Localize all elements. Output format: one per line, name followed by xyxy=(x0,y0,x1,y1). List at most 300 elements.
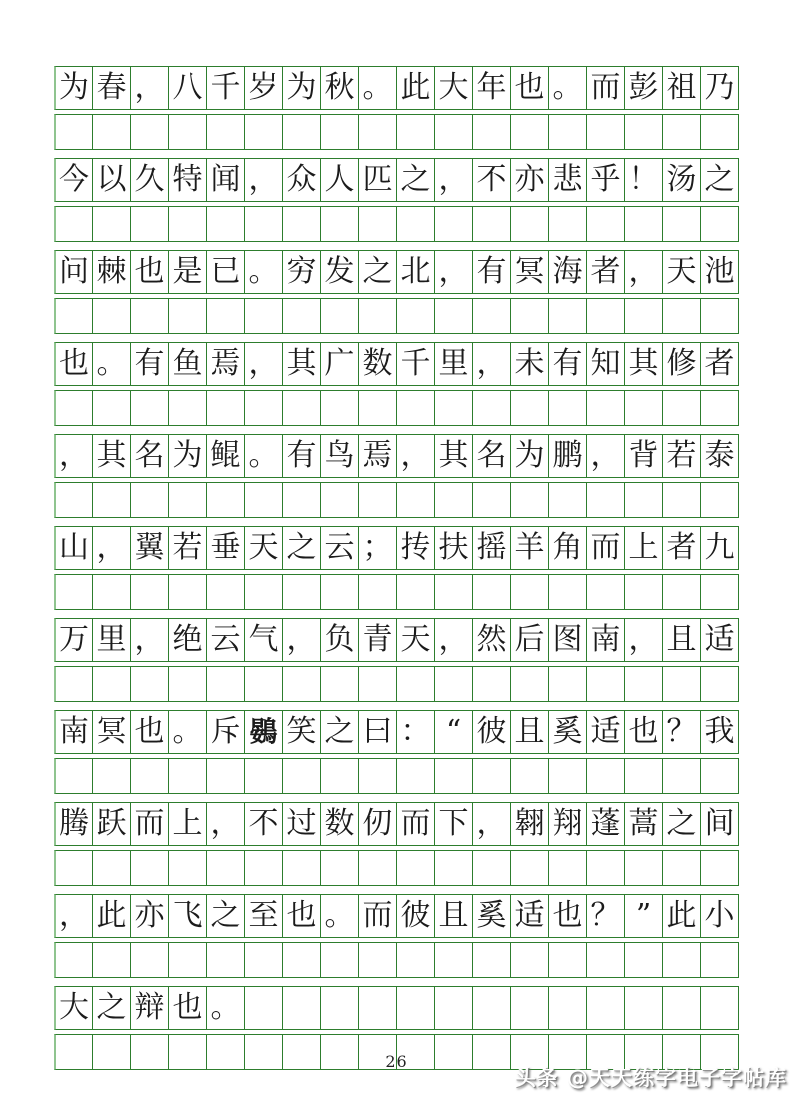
grid-cell-practice xyxy=(624,298,663,334)
grid-cell-written: ， xyxy=(624,618,663,662)
grid-cell-written: ， xyxy=(206,802,245,846)
grid-cell-written: 此 xyxy=(92,894,131,938)
grid-cell-written: 未 xyxy=(510,342,549,386)
grid-cell-practice xyxy=(472,942,511,978)
grid-cell-practice xyxy=(472,390,511,426)
grid-cell-written: 之 xyxy=(396,158,435,202)
grid-cell-written: 者 xyxy=(662,526,701,570)
grid-cell-written: 万 xyxy=(54,618,93,662)
grid-cell-practice xyxy=(700,574,739,610)
grid-cell-written: 间 xyxy=(700,802,739,846)
grid-cell-written: 南 xyxy=(54,710,93,754)
grid-cell-practice xyxy=(472,574,511,610)
grid-cell-practice xyxy=(282,390,321,426)
grid-cell-practice xyxy=(130,758,169,794)
grid-cell-written: 发 xyxy=(320,250,359,294)
grid-cell-practice xyxy=(282,758,321,794)
grid-cell-written: ， xyxy=(472,802,511,846)
grid-cell-practice xyxy=(130,942,169,978)
grid-cell-practice xyxy=(358,666,397,702)
grid-cell-practice xyxy=(396,758,435,794)
grid-cell-practice xyxy=(434,114,473,150)
grid-cell-practice xyxy=(662,666,701,702)
watermark: 头条 @天天练字电子字帖库 xyxy=(514,1066,787,1090)
written-row-5 xyxy=(54,434,741,478)
grid-cell-written xyxy=(320,986,359,1030)
grid-cell-practice xyxy=(168,298,207,334)
grid-cell-practice xyxy=(700,942,739,978)
grid-cell-written: 者 xyxy=(586,250,625,294)
written-row-7 xyxy=(54,618,741,662)
grid-cell-practice xyxy=(130,114,169,150)
grid-cell-written: 也 xyxy=(168,986,207,1030)
grid-cell-written: 者 xyxy=(700,342,739,386)
written-row-2 xyxy=(54,158,741,202)
grid-cell-written: ， xyxy=(624,250,663,294)
grid-cell-practice xyxy=(54,114,93,150)
grid-cell-practice xyxy=(472,298,511,334)
grid-cell-written: 而 xyxy=(130,802,169,846)
grid-cell-written: 久 xyxy=(130,158,169,202)
grid-cell-practice xyxy=(54,574,93,610)
grid-cell-written: 千 xyxy=(396,342,435,386)
grid-cell-written xyxy=(624,986,663,1030)
grid-cell-practice xyxy=(92,390,131,426)
grid-cell-practice xyxy=(168,942,207,978)
grid-cell-written: 羊 xyxy=(510,526,549,570)
grid-cell-written: 天 xyxy=(662,250,701,294)
grid-cell-written: 而 xyxy=(586,66,625,110)
practice-row-6 xyxy=(54,574,741,610)
grid-cell-written: 里 xyxy=(434,342,473,386)
grid-cell-written: ， xyxy=(434,618,473,662)
grid-cell-practice xyxy=(548,482,587,518)
grid-cell-practice xyxy=(434,942,473,978)
grid-cell-written: 数 xyxy=(320,802,359,846)
grid-cell-written: 已 xyxy=(206,250,245,294)
grid-cell-practice xyxy=(434,298,473,334)
practice-row-7 xyxy=(54,666,741,702)
grid-cell-written xyxy=(548,986,587,1030)
grid-cell-practice xyxy=(320,758,359,794)
grid-cell-practice xyxy=(130,850,169,886)
grid-cell-practice xyxy=(586,666,625,702)
grid-cell-written xyxy=(358,986,397,1030)
grid-cell-practice xyxy=(662,850,701,886)
grid-cell-written: 也 xyxy=(510,66,549,110)
grid-cell-practice xyxy=(662,206,701,242)
grid-cell-written: 其 xyxy=(624,342,663,386)
grid-cell-practice xyxy=(510,114,549,150)
grid-cell-written: 此 xyxy=(396,66,435,110)
grid-cell-written: 。 xyxy=(244,434,283,478)
grid-cell-written: ， xyxy=(396,434,435,478)
practice-row-10 xyxy=(54,942,741,978)
grid-cell-written: 之 xyxy=(662,802,701,846)
grid-cell-practice xyxy=(586,390,625,426)
grid-cell-practice xyxy=(624,114,663,150)
grid-cell-written: ， xyxy=(244,342,283,386)
grid-cell-written: 鱼 xyxy=(168,342,207,386)
grid-cell-practice xyxy=(586,850,625,886)
grid-cell-written: 之 xyxy=(282,526,321,570)
grid-cell-practice xyxy=(54,758,93,794)
grid-cell-practice xyxy=(358,298,397,334)
grid-cell-written: ！ xyxy=(624,158,663,202)
grid-cell-written: 且 xyxy=(510,710,549,754)
grid-cell-written: 鸟 xyxy=(320,434,359,478)
grid-cell-written: 翱 xyxy=(510,802,549,846)
grid-cell-written: 适 xyxy=(586,710,625,754)
practice-row-2 xyxy=(54,206,741,242)
grid-cell-written: 八 xyxy=(168,66,207,110)
grid-cell-practice xyxy=(168,390,207,426)
grid-cell-practice xyxy=(130,206,169,242)
grid-cell-written: 也 xyxy=(130,710,169,754)
grid-cell-written: 其 xyxy=(434,434,473,478)
grid-cell-practice xyxy=(472,114,511,150)
grid-cell-practice xyxy=(434,482,473,518)
grid-cell-practice xyxy=(510,850,549,886)
grid-cell-practice xyxy=(92,666,131,702)
grid-cell-written: 之 xyxy=(320,710,359,754)
grid-cell-practice xyxy=(244,942,283,978)
grid-cell-practice xyxy=(320,850,359,886)
grid-cell-practice xyxy=(586,298,625,334)
grid-cell-practice xyxy=(510,574,549,610)
grid-cell-practice xyxy=(168,666,207,702)
grid-cell-practice xyxy=(358,574,397,610)
grid-cell-practice xyxy=(586,114,625,150)
grid-cell-practice xyxy=(92,114,131,150)
grid-cell-practice xyxy=(396,666,435,702)
grid-cell-practice xyxy=(662,114,701,150)
grid-cell-written: 奚 xyxy=(548,710,587,754)
grid-cell-written: 若 xyxy=(662,434,701,478)
grid-cell-written: 垂 xyxy=(206,526,245,570)
grid-cell-practice xyxy=(510,206,549,242)
grid-cell-written: 也 xyxy=(624,710,663,754)
grid-cell-written: 斥 xyxy=(206,710,245,754)
character-grid xyxy=(54,66,741,1078)
grid-cell-written: 上 xyxy=(624,526,663,570)
grid-cell-written: 有 xyxy=(282,434,321,478)
grid-cell-practice xyxy=(92,482,131,518)
grid-cell-written: 而 xyxy=(586,526,625,570)
written-row-1 xyxy=(54,66,741,110)
grid-cell-practice xyxy=(244,114,283,150)
grid-cell-written: 秋 xyxy=(320,66,359,110)
grid-cell-practice xyxy=(396,390,435,426)
grid-cell-written: 其 xyxy=(282,342,321,386)
grid-cell-practice xyxy=(510,942,549,978)
grid-cell-practice xyxy=(130,482,169,518)
grid-cell-practice xyxy=(358,482,397,518)
grid-cell-practice xyxy=(434,390,473,426)
grid-cell-practice xyxy=(168,574,207,610)
grid-cell-practice xyxy=(54,298,93,334)
grid-cell-written: 之 xyxy=(206,894,245,938)
grid-cell-practice xyxy=(54,850,93,886)
grid-cell-practice xyxy=(54,666,93,702)
grid-cell-practice xyxy=(700,666,739,702)
practice-row-9 xyxy=(54,850,741,886)
grid-cell-written: 而 xyxy=(396,802,435,846)
grid-cell-written xyxy=(282,986,321,1030)
grid-cell-written: 小 xyxy=(700,894,739,938)
written-row-6 xyxy=(54,526,741,570)
grid-cell-written: 池 xyxy=(700,250,739,294)
grid-cell-practice xyxy=(320,114,359,150)
grid-cell-written xyxy=(472,986,511,1030)
grid-cell-practice xyxy=(548,574,587,610)
grid-cell-written: 彭 xyxy=(624,66,663,110)
grid-cell-practice xyxy=(472,206,511,242)
practice-row-5 xyxy=(54,482,741,518)
grid-cell-written: 九 xyxy=(700,526,739,570)
grid-cell-practice xyxy=(586,942,625,978)
grid-cell-written: 为 xyxy=(510,434,549,478)
grid-cell-written: 。 xyxy=(168,710,207,754)
grid-cell-written: 也 xyxy=(54,342,93,386)
grid-cell-practice xyxy=(358,206,397,242)
grid-cell-written: 千 xyxy=(206,66,245,110)
grid-cell-practice xyxy=(206,666,245,702)
grid-cell-written: 今 xyxy=(54,158,93,202)
grid-cell-practice xyxy=(396,114,435,150)
grid-cell-practice xyxy=(624,482,663,518)
grid-cell-practice xyxy=(320,390,359,426)
grid-cell-practice xyxy=(320,206,359,242)
grid-cell-practice xyxy=(320,666,359,702)
grid-cell-practice xyxy=(396,298,435,334)
grid-cell-practice xyxy=(548,114,587,150)
grid-cell-practice xyxy=(54,482,93,518)
grid-cell-written: 腾 xyxy=(54,802,93,846)
grid-cell-practice xyxy=(396,206,435,242)
grid-cell-practice xyxy=(168,758,207,794)
grid-cell-written: 跃 xyxy=(92,802,131,846)
grid-cell-written: 为 xyxy=(282,66,321,110)
grid-cell-practice xyxy=(168,114,207,150)
grid-cell-practice xyxy=(472,482,511,518)
grid-cell-written: 若 xyxy=(168,526,207,570)
grid-cell-written: 青 xyxy=(358,618,397,662)
grid-cell-written: 。 xyxy=(206,986,245,1030)
grid-cell-practice xyxy=(206,390,245,426)
grid-cell-practice xyxy=(624,942,663,978)
grid-cell-practice xyxy=(548,298,587,334)
grid-cell-practice xyxy=(472,666,511,702)
grid-cell-practice xyxy=(54,942,93,978)
written-row-10 xyxy=(54,894,741,938)
grid-cell-practice xyxy=(358,390,397,426)
grid-cell-practice xyxy=(662,482,701,518)
grid-cell-written: ， xyxy=(130,618,169,662)
grid-cell-practice xyxy=(624,574,663,610)
grid-cell-written: 焉 xyxy=(206,342,245,386)
grid-cell-practice xyxy=(624,850,663,886)
grid-cell-written: 我 xyxy=(700,710,739,754)
grid-cell-written: 适 xyxy=(700,618,739,662)
grid-cell-written: 角 xyxy=(548,526,587,570)
grid-cell-practice xyxy=(282,206,321,242)
grid-cell-written: ， xyxy=(282,618,321,662)
grid-cell-practice xyxy=(92,942,131,978)
grid-cell-written xyxy=(510,986,549,1030)
grid-cell-practice xyxy=(510,666,549,702)
grid-cell-practice xyxy=(282,574,321,610)
grid-cell-written: 名 xyxy=(130,434,169,478)
grid-cell-written: 以 xyxy=(92,158,131,202)
grid-cell-written: 祖 xyxy=(662,66,701,110)
grid-cell-practice xyxy=(700,758,739,794)
grid-cell-written: 。 xyxy=(548,66,587,110)
grid-cell-practice xyxy=(244,666,283,702)
grid-cell-practice xyxy=(206,114,245,150)
grid-cell-written xyxy=(396,986,435,1030)
grid-cell-practice xyxy=(396,482,435,518)
grid-cell-practice xyxy=(206,574,245,610)
grid-cell-written: 是 xyxy=(168,250,207,294)
grid-cell-written: 过 xyxy=(282,802,321,846)
grid-cell-written: 后 xyxy=(510,618,549,662)
grid-cell-practice xyxy=(244,482,283,518)
grid-cell-practice xyxy=(282,942,321,978)
grid-cell-practice xyxy=(282,114,321,150)
grid-cell-practice xyxy=(206,298,245,334)
practice-row-1 xyxy=(54,114,741,150)
written-row-11 xyxy=(54,986,741,1030)
grid-cell-practice xyxy=(282,298,321,334)
grid-cell-practice xyxy=(624,390,663,426)
grid-cell-written: 翔 xyxy=(548,802,587,846)
grid-cell-written: ， xyxy=(434,158,473,202)
grid-cell-written: ， xyxy=(54,894,93,938)
written-row-4 xyxy=(54,342,741,386)
grid-cell-practice xyxy=(624,666,663,702)
practice-row-8 xyxy=(54,758,741,794)
grid-cell-practice xyxy=(662,758,701,794)
grid-cell-practice xyxy=(510,758,549,794)
grid-cell-practice xyxy=(244,758,283,794)
grid-cell-practice xyxy=(358,850,397,886)
grid-cell-practice xyxy=(244,850,283,886)
grid-cell-practice xyxy=(244,390,283,426)
grid-cell-practice xyxy=(586,574,625,610)
grid-cell-written: 广 xyxy=(320,342,359,386)
grid-cell-written: 有 xyxy=(130,342,169,386)
grid-cell-written: 绝 xyxy=(168,618,207,662)
grid-cell-practice xyxy=(586,482,625,518)
grid-cell-written: 辩 xyxy=(130,986,169,1030)
grid-cell-practice xyxy=(662,942,701,978)
grid-cell-written: 鷃 xyxy=(244,710,283,754)
grid-cell-practice xyxy=(130,574,169,610)
grid-cell-practice xyxy=(434,758,473,794)
grid-cell-written xyxy=(700,986,739,1030)
grid-cell-written: 有 xyxy=(472,250,511,294)
grid-cell-written: 修 xyxy=(662,342,701,386)
grid-cell-practice xyxy=(700,850,739,886)
grid-cell-practice xyxy=(548,206,587,242)
grid-cell-written: 之 xyxy=(700,158,739,202)
grid-cell-practice xyxy=(206,942,245,978)
grid-cell-written: 仞 xyxy=(358,802,397,846)
grid-cell-written: ， xyxy=(586,434,625,478)
grid-cell-written: 棘 xyxy=(92,250,131,294)
grid-cell-written: 乃 xyxy=(700,66,739,110)
grid-cell-practice xyxy=(662,298,701,334)
grid-cell-practice xyxy=(700,114,739,150)
grid-cell-written: 也 xyxy=(548,894,587,938)
grid-cell-written: ， xyxy=(130,66,169,110)
grid-cell-practice xyxy=(472,758,511,794)
grid-cell-written: 翼 xyxy=(130,526,169,570)
grid-cell-practice xyxy=(206,206,245,242)
grid-cell-written: 闻 xyxy=(206,158,245,202)
grid-cell-written: 也 xyxy=(130,250,169,294)
grid-cell-practice xyxy=(700,298,739,334)
grid-cell-written xyxy=(244,986,283,1030)
grid-cell-written: 飞 xyxy=(168,894,207,938)
grid-cell-written: 。 xyxy=(320,894,359,938)
grid-cell-written: 焉 xyxy=(358,434,397,478)
grid-cell-written: 奚 xyxy=(472,894,511,938)
grid-cell-written: 悲 xyxy=(548,158,587,202)
grid-cell-written: 负 xyxy=(320,618,359,662)
grid-cell-practice xyxy=(358,114,397,150)
grid-cell-written: 北 xyxy=(396,250,435,294)
grid-cell-practice xyxy=(206,758,245,794)
grid-cell-written: 大 xyxy=(434,66,473,110)
grid-cell-written: 岁 xyxy=(244,66,283,110)
grid-cell-practice xyxy=(244,298,283,334)
grid-cell-written: ？ xyxy=(586,894,625,938)
grid-cell-practice xyxy=(700,390,739,426)
grid-cell-practice xyxy=(92,298,131,334)
grid-cell-written: 亦 xyxy=(130,894,169,938)
grid-cell-written: 扶 xyxy=(434,526,473,570)
grid-cell-written: 而 xyxy=(358,894,397,938)
grid-cell-practice xyxy=(168,482,207,518)
grid-cell-written: 上 xyxy=(168,802,207,846)
grid-cell-written: 且 xyxy=(434,894,473,938)
grid-cell-practice xyxy=(586,758,625,794)
grid-cell-written: 不 xyxy=(244,802,283,846)
grid-cell-practice xyxy=(92,206,131,242)
grid-cell-written: 山 xyxy=(54,526,93,570)
grid-cell-written: 气 xyxy=(244,618,283,662)
grid-cell-written: 摇 xyxy=(472,526,511,570)
grid-cell-written: 问 xyxy=(54,250,93,294)
grid-cell-practice xyxy=(548,942,587,978)
page-number: 26 xyxy=(385,1052,408,1071)
grid-cell-written: 乎 xyxy=(586,158,625,202)
grid-cell-written: 。 xyxy=(92,342,131,386)
grid-cell-written: ” xyxy=(624,894,663,938)
grid-cell-written: 背 xyxy=(624,434,663,478)
grid-cell-practice xyxy=(548,758,587,794)
grid-cell-practice xyxy=(548,390,587,426)
written-row-9 xyxy=(54,802,741,846)
grid-cell-practice xyxy=(510,482,549,518)
grid-cell-written: 特 xyxy=(168,158,207,202)
grid-cell-written: 鹏 xyxy=(548,434,587,478)
grid-cell-practice xyxy=(700,482,739,518)
grid-cell-written: ： xyxy=(396,710,435,754)
grid-cell-written: 抟 xyxy=(396,526,435,570)
